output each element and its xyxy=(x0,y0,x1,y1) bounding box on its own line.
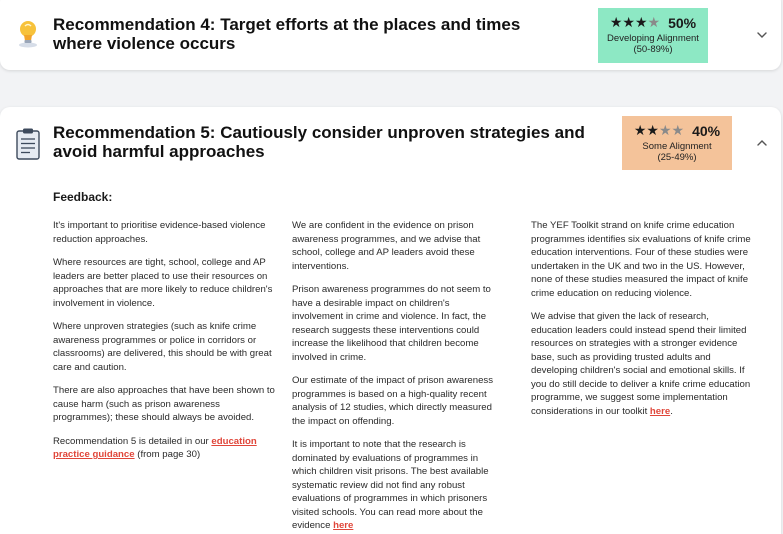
paragraph xyxy=(531,310,753,418)
star-icon: ★ xyxy=(671,123,685,139)
alignment-label: Some Alignment xyxy=(642,141,712,152)
recommendation-4-card[interactable] xyxy=(0,0,781,70)
feedback-column-3 xyxy=(531,219,753,428)
text: It is important to note that the research is dominated by evaluations of programmes in which children visit prisons. The best available systematic review did not find any robust evaluations of programmes in which prisoners visited schools. You can read more about the evidence xyxy=(292,439,489,531)
text: Recommendation 5 is detailed in our xyxy=(53,435,212,447)
feedback-column-2 xyxy=(292,219,502,534)
evidence-here-link[interactable]: here xyxy=(333,520,354,531)
alignment-badge xyxy=(598,8,708,63)
text: (from page 30) xyxy=(134,449,201,460)
recommendation-4-title: Recommendation 4: Target efforts at the places and times where violence occurs xyxy=(53,15,521,53)
paragraph: There are also approaches that have been shown to cause harm (such as prison awareness programmes); these should always be avoided. xyxy=(53,385,275,423)
alignment-label: Developing Alignment xyxy=(607,33,699,44)
paragraph: We are confident in the evidence on prison awareness programmes, and we advise that school, college and AP leaders avoid these interventions. xyxy=(292,220,481,272)
alignment-range: (50-89%) xyxy=(633,44,673,55)
recommendation-5-title: Recommendation 5: Cautiously consider unproven strategies and avoid harmful approaches xyxy=(53,123,585,161)
education-practice-guidance-link[interactable]: education practice guidance xyxy=(53,435,257,460)
clipboard-icon xyxy=(14,127,42,161)
paragraph: Our estimate of the impact of prison awareness programmes is based on a high-quality recent analysis of 12 studies, which directly measured the impact on offending. xyxy=(292,375,494,427)
star-icon: ★ xyxy=(622,15,635,31)
chevron-down-icon[interactable] xyxy=(755,28,769,42)
text: We advise that given the lack of research, education leaders could instead spend their limited resources on strategies with a stronger evidence base, such as providing trusted adults and developing children's social and emotional skills. If you do still decide to deliver a knife crime education programme, we suggest some implementation considerations in our toolkit xyxy=(531,311,751,417)
paragraph: Where unproven strategies (such as knife crime awareness programmes or police in corridors or classrooms) are delivered, this should be with great care and caution. xyxy=(53,321,272,373)
alignment-percent: 50% xyxy=(668,15,697,31)
paragraph xyxy=(292,438,502,533)
chevron-up-icon[interactable] xyxy=(755,136,769,150)
star-icon: ★ xyxy=(658,123,672,139)
paragraph xyxy=(53,435,281,462)
paragraph: It's important to prioritise evidence-based violence reduction approaches. xyxy=(53,220,266,245)
feedback-heading: Feedback: xyxy=(53,190,113,204)
recommendation-5-card xyxy=(0,107,781,534)
rating-stars xyxy=(610,15,660,31)
paragraph: Prison awareness programmes do not seem to have a desirable impact on children's involvement in crime and violence. In fact, the research suggests these interventions could increase the likelihood that children become involved in crime. xyxy=(292,284,491,363)
star-icon: ★ xyxy=(646,123,659,139)
star-icon: ★ xyxy=(633,123,647,139)
star-icon: ★ xyxy=(647,15,661,31)
paragraph: The YEF Toolkit strand on knife crime education programmes identifies six evaluations of knife crime education interventions. Four of these studies were undertaken in the UK and two in the US. However, none of these studies measured the impact of knife crime education on reducing violence. xyxy=(531,220,751,299)
alignment-percent: 40% xyxy=(692,123,721,139)
toolkit-here-link[interactable]: here xyxy=(649,405,671,417)
paragraph: Where resources are tight, school, college and AP leaders are better placed to use their resources on approaches that are more likely to reduce children's involvement in violence. xyxy=(53,257,273,309)
star-icon: ★ xyxy=(634,15,648,31)
rating-stars xyxy=(634,123,684,139)
lightbulb-icon xyxy=(16,18,40,48)
star-icon: ★ xyxy=(609,15,623,31)
feedback-column-1 xyxy=(53,219,281,472)
text: . xyxy=(670,405,673,417)
alignment-badge xyxy=(622,116,732,170)
alignment-range: (25-49%) xyxy=(657,152,697,163)
